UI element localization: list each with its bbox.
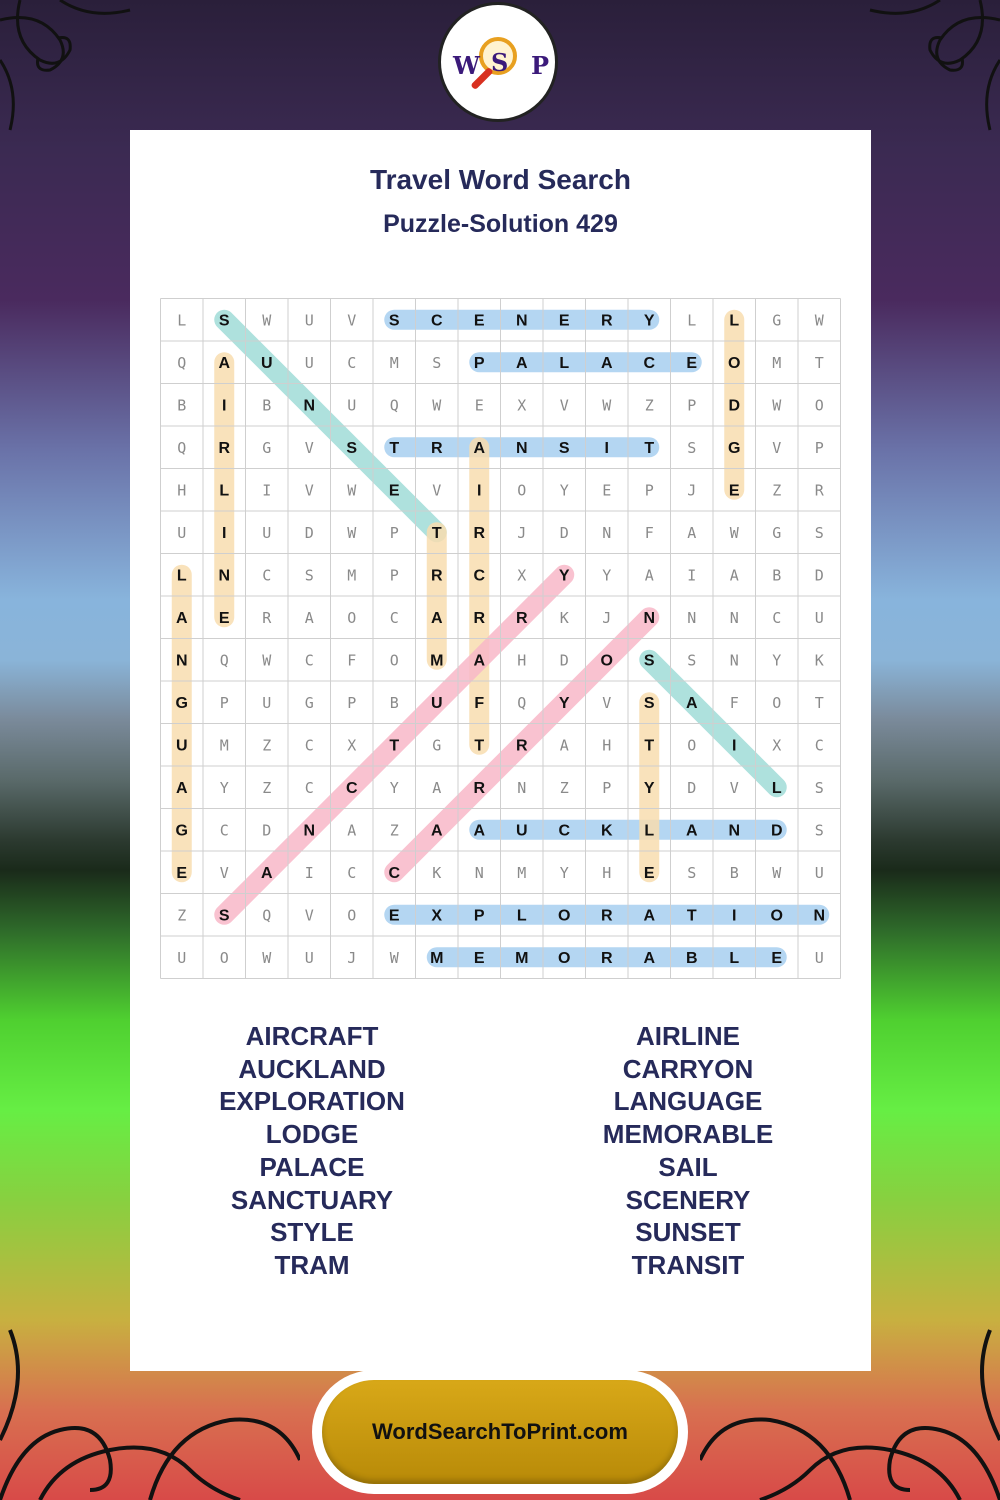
grid-letter: U (814, 608, 824, 627)
grid-letter: S (814, 778, 824, 797)
grid-letter: S (687, 863, 697, 882)
word-list-item: LODGE (265, 1119, 359, 1150)
grid-letter: O (770, 907, 783, 925)
grid-letter: A (515, 354, 528, 372)
grid-letter: Y (559, 481, 569, 500)
grid-letter: R (430, 439, 443, 457)
grid-letter: U (814, 863, 824, 882)
grid-letter: X (517, 396, 527, 415)
grid-letter: N (643, 609, 656, 627)
grid-letter: E (388, 482, 400, 500)
corner-ornament (860, 0, 1000, 140)
grid-letter: A (473, 822, 486, 840)
word-list-item: AIRLINE (636, 1021, 740, 1051)
grid-letter: S (388, 312, 400, 330)
grid-letter: J (687, 481, 697, 500)
grid-letter: V (729, 778, 739, 797)
grid-letter: U (304, 353, 314, 372)
word-list-item: SUNSET (635, 1217, 741, 1248)
grid-letter: A (600, 354, 613, 372)
grid-letter: U (304, 948, 314, 967)
grid-letter: U (347, 396, 357, 415)
grid-letter: U (260, 354, 273, 372)
grid-letter: N (175, 652, 188, 670)
word-list-item: CARRYON (622, 1053, 754, 1084)
grid-letter: E (686, 354, 698, 372)
word-list-item: AIRCRAFT (245, 1021, 379, 1051)
grid-letter: O (687, 736, 697, 755)
grid-letter: A (430, 822, 443, 840)
grid-letter: N (813, 907, 826, 925)
grid-letter: S (304, 566, 314, 585)
grid-letter: B (389, 693, 399, 712)
grid-letter: E (218, 609, 230, 627)
grid-letter: X (431, 907, 443, 925)
grid-letter: B (177, 396, 187, 415)
grid-letter: U (430, 694, 443, 712)
grid-letter: A (175, 779, 188, 797)
grid-letter: U (304, 311, 314, 330)
grid-letter: M (430, 949, 444, 967)
grid-letter: M (347, 566, 357, 585)
grid-letter: C (473, 567, 486, 585)
grid-letter: J (347, 948, 357, 967)
grid-letter: D (559, 651, 569, 670)
grid-letter: U (814, 948, 824, 967)
grid-letter: Z (559, 778, 569, 797)
grid-letter: U (175, 737, 188, 755)
grid-letter: V (432, 481, 442, 500)
grid-letter: X (347, 736, 357, 755)
grid-letter: C (643, 354, 656, 372)
grid-letter: A (432, 778, 442, 797)
grid-letter: D (728, 397, 741, 415)
grid-letter: I (477, 482, 482, 500)
grid-letter: O (347, 608, 357, 627)
grid-letter: R (814, 481, 824, 500)
grid-letter: R (218, 439, 231, 457)
grid-letter: A (473, 439, 486, 457)
grid-letter: S (643, 694, 655, 712)
grid-letter: C (814, 736, 824, 755)
grid-letter: W (602, 396, 612, 415)
grid-letter: S (218, 312, 230, 330)
grid-letter: O (728, 354, 741, 372)
grid-letter: A (347, 821, 357, 840)
grid-letter: Y (559, 863, 569, 882)
grid-letter: A (644, 566, 654, 585)
grid-letter: T (644, 439, 655, 457)
grid-letter: S (346, 439, 358, 457)
grid-letter: G (262, 438, 272, 457)
grid-letter: C (304, 778, 314, 797)
grid-letter: Y (602, 566, 612, 585)
grid-letter: R (473, 524, 486, 542)
page-title: Travel Word Search (370, 164, 631, 195)
grid-letter: S (814, 821, 824, 840)
grid-letter: C (772, 608, 782, 627)
grid-letter: Y (219, 778, 229, 797)
grid-letter: C (304, 651, 314, 670)
grid-letter: N (517, 778, 527, 797)
grid-letter: C (262, 566, 272, 585)
grid-letter: P (473, 354, 485, 372)
grid-letter: Z (389, 821, 399, 840)
grid-letter: T (686, 907, 697, 925)
grid-letter: C (347, 863, 357, 882)
grid-letter: O (600, 652, 613, 670)
grid-letter: B (685, 949, 698, 967)
grid-letter: U (262, 693, 272, 712)
grid-letter: I (732, 737, 737, 755)
grid-letter: D (770, 822, 783, 840)
grid-letter: C (388, 864, 401, 882)
word-list-item: MEMORABLE (602, 1119, 774, 1150)
grid-letter: I (304, 863, 314, 882)
grid-letter: E (771, 949, 783, 967)
grid-letter: S (687, 438, 697, 457)
grid-letter: N (474, 863, 484, 882)
grid-letter: M (517, 863, 527, 882)
grid-letter: W (772, 863, 782, 882)
grid-letter: R (473, 779, 486, 797)
grid-letter: C (558, 822, 571, 840)
grid-letter: Q (177, 353, 187, 372)
grid-letter: N (515, 439, 528, 457)
grid-letter: O (347, 906, 357, 925)
grid-letter: V (602, 693, 612, 712)
grid-letter: W (729, 523, 739, 542)
grid-letter: R (600, 907, 613, 925)
grid-letter: E (473, 312, 485, 330)
grid-letter: A (473, 652, 486, 670)
grid-letter: W (389, 948, 399, 967)
grid-letter: K (600, 822, 613, 840)
grid-letter: V (304, 438, 314, 457)
word-list-item: TRAM (274, 1249, 350, 1280)
grid-letter: Z (644, 396, 654, 415)
grid-letter: P (389, 523, 399, 542)
word-list-item: STYLE (270, 1217, 354, 1248)
grid-letter: G (772, 523, 782, 542)
grid-letter: L (771, 779, 782, 797)
grid-letter: N (687, 608, 697, 627)
grid-letter: M (389, 353, 399, 372)
grid-letter: H (602, 736, 612, 755)
word-list-item: PALACE (259, 1151, 365, 1182)
word-list-item: AUCKLAND (238, 1053, 386, 1084)
grid-letter: A (218, 354, 231, 372)
grid-letter: U (262, 523, 272, 542)
grid-letter: V (347, 311, 357, 330)
grid-letter: M (772, 353, 782, 372)
corner-ornament (0, 0, 140, 140)
grid-letter: X (517, 566, 527, 585)
grid-letter: O (558, 949, 571, 967)
grid-letter: C (430, 312, 443, 330)
grid-letter: L (729, 312, 740, 330)
grid-letter: I (222, 397, 227, 415)
grid-letter: C (389, 608, 399, 627)
grid-letter: T (389, 439, 400, 457)
grid-letter: G (432, 736, 442, 755)
grid-letter: T (814, 693, 824, 712)
grid-letter: I (604, 439, 609, 457)
grid-letter: P (814, 438, 824, 457)
grid-letter: E (473, 949, 485, 967)
grid-letter: D (814, 566, 824, 585)
grid-letter: A (260, 864, 273, 882)
grid-letter: L (729, 949, 740, 967)
grid-letter: C (219, 821, 229, 840)
grid-letter: E (176, 864, 188, 882)
grid-letter: I (687, 566, 697, 585)
grid-letter: V (219, 863, 229, 882)
footer-link[interactable]: WordSearchToPrint.com (322, 1380, 678, 1484)
logo-letter-w: W (453, 51, 480, 80)
grid-letter: O (219, 948, 229, 967)
grid-letter: W (262, 948, 272, 967)
grid-letter: N (728, 822, 741, 840)
grid-letter: P (687, 396, 697, 415)
grid-letter: F (347, 651, 357, 670)
grid-letter: Q (389, 396, 399, 415)
grid-letter: U (515, 822, 528, 840)
grid-letter: L (176, 567, 187, 585)
grid-letter: R (430, 567, 443, 585)
grid-letter: R (515, 737, 528, 755)
grid-letter: H (602, 863, 612, 882)
grid-letter: S (558, 439, 570, 457)
word-list-left (162, 1020, 462, 1282)
grid-letter: F (644, 523, 654, 542)
grid-letter: A (687, 523, 697, 542)
grid-letter: N (303, 397, 316, 415)
grid-letter: G (175, 822, 188, 840)
grid-letter: W (262, 651, 272, 670)
grid-letter: E (388, 907, 400, 925)
grid-letter: Z (262, 778, 272, 797)
grid-letter: Z (772, 481, 782, 500)
word-list-item: SCENERY (625, 1184, 751, 1215)
grid-letter: B (262, 396, 272, 415)
page-subtitle: Puzzle-Solution 429 (383, 210, 618, 238)
grid-letter: Q (517, 693, 527, 712)
grid-letter: H (517, 651, 527, 670)
grid-letter: A (643, 949, 656, 967)
grid-letter: O (814, 396, 824, 415)
grid-letter: P (473, 907, 485, 925)
grid-letter: L (687, 311, 697, 330)
grid-letter: A (685, 694, 698, 712)
grid-letter: F (474, 694, 485, 712)
grid-letter: I (732, 907, 737, 925)
grid-letter: S (643, 652, 655, 670)
grid-letter: E (558, 312, 570, 330)
grid-letter: J (602, 608, 612, 627)
grid-letter: Q (219, 651, 229, 670)
grid-letter: R (515, 609, 528, 627)
grid-letter: G (728, 439, 741, 457)
grid-letter: P (389, 566, 399, 585)
grid-letter: L (559, 354, 570, 372)
grid-letter: K (559, 608, 569, 627)
grid-letter: S (814, 523, 824, 542)
grid-letter: H (177, 481, 187, 500)
grid-letter: O (558, 907, 571, 925)
grid-letter: D (304, 523, 314, 542)
grid-letter: W (814, 311, 824, 330)
grid-letter: R (473, 609, 486, 627)
grid-letter: O (772, 693, 782, 712)
grid-letter: C (304, 736, 314, 755)
word-list-item: LANGUAGE (613, 1086, 763, 1117)
grid-letter: Y (643, 779, 655, 797)
grid-letter: S (218, 907, 230, 925)
grid-letter: M (219, 736, 229, 755)
grid-letter: Y (643, 312, 655, 330)
grid-letter: C (345, 779, 358, 797)
grid-letter: A (559, 736, 569, 755)
grid-letter: E (728, 482, 740, 500)
grid-letter: I (262, 481, 272, 500)
grid-letter: B (772, 566, 782, 585)
grid-letter: C (347, 353, 357, 372)
grid-letter: M (515, 949, 529, 967)
logo-letter-s: S (491, 48, 509, 77)
grid-letter: L (516, 907, 527, 925)
grid-letter: N (515, 312, 528, 330)
grid-letter: P (644, 481, 654, 500)
logo-letter-p: P (531, 51, 550, 80)
grid-letter: N (729, 651, 739, 670)
word-list-item: EXPLORATION (219, 1086, 405, 1117)
grid-letter: Y (389, 778, 399, 797)
grid-letter: W (347, 481, 357, 500)
grid-letter: N (602, 523, 612, 542)
grid-letter: G (304, 693, 314, 712)
grid-letter: Z (262, 736, 272, 755)
grid-letter: F (729, 693, 739, 712)
grid-letter: S (687, 651, 697, 670)
grid-letter: W (432, 396, 442, 415)
grid-letter: W (262, 311, 272, 330)
grid-letter: D (262, 821, 272, 840)
grid-letter: E (643, 864, 655, 882)
word-search-grid (160, 298, 841, 979)
grid-letter: G (772, 311, 782, 330)
word-list-item: TRANSIT (631, 1249, 745, 1280)
grid-letter: G (175, 694, 188, 712)
grid-letter: A (643, 907, 656, 925)
grid-letter: T (814, 353, 824, 372)
word-list-item: SAIL (658, 1151, 718, 1182)
grid-letter: D (687, 778, 697, 797)
grid-letter: A (304, 608, 314, 627)
grid-letter: K (432, 863, 442, 882)
grid-letter: A (685, 822, 698, 840)
word-list-right (538, 1020, 838, 1282)
grid-letter: P (602, 778, 612, 797)
grid-letter: T (431, 524, 442, 542)
grid-letter: E (474, 396, 484, 415)
word-list-item: SANCTUARY (230, 1184, 394, 1215)
grid-letter: W (347, 523, 357, 542)
grid-letter: Y (772, 651, 782, 670)
grid-letter: Y (558, 694, 570, 712)
grid-letter: U (177, 523, 187, 542)
grid-letter: V (304, 906, 314, 925)
grid-letter: V (772, 438, 782, 457)
grid-letter: R (262, 608, 272, 627)
grid-letter: A (729, 566, 739, 585)
grid-letter: Y (558, 567, 570, 585)
grid-letter: X (772, 736, 782, 755)
grid-letter: S (432, 353, 442, 372)
grid-letter: V (304, 481, 314, 500)
grid-letter: Q (177, 438, 187, 457)
site-logo[interactable] (438, 2, 558, 122)
grid-letter: Z (177, 906, 187, 925)
grid-letter: A (430, 609, 443, 627)
grid-letter: U (177, 948, 187, 967)
grid-letter: O (517, 481, 527, 500)
grid-letter: Q (262, 906, 272, 925)
grid-letter: M (430, 652, 444, 670)
grid-letter: J (517, 523, 527, 542)
grid-letter: N (218, 567, 231, 585)
grid-letter: K (814, 651, 824, 670)
grid-letter: P (219, 693, 229, 712)
grid-letter: R (600, 949, 613, 967)
grid-letter: T (389, 737, 400, 755)
grid-letter: L (644, 822, 655, 840)
grid-letter: N (729, 608, 739, 627)
grid-letter: P (347, 693, 357, 712)
grid-letter: B (729, 863, 739, 882)
grid-letter: W (772, 396, 782, 415)
grid-letter: I (222, 524, 227, 542)
grid-letter: L (177, 311, 187, 330)
grid-letter: D (559, 523, 569, 542)
grid-letter: E (602, 481, 612, 500)
grid-letter: L (219, 482, 230, 500)
grid-letter: N (303, 822, 316, 840)
grid-letter: O (389, 651, 399, 670)
grid-letter: R (600, 312, 613, 330)
grid-letter: A (175, 609, 188, 627)
footer-badge (312, 1370, 688, 1494)
grid-letter: T (644, 737, 655, 755)
grid-letter: T (474, 737, 485, 755)
grid-letter: V (559, 396, 569, 415)
